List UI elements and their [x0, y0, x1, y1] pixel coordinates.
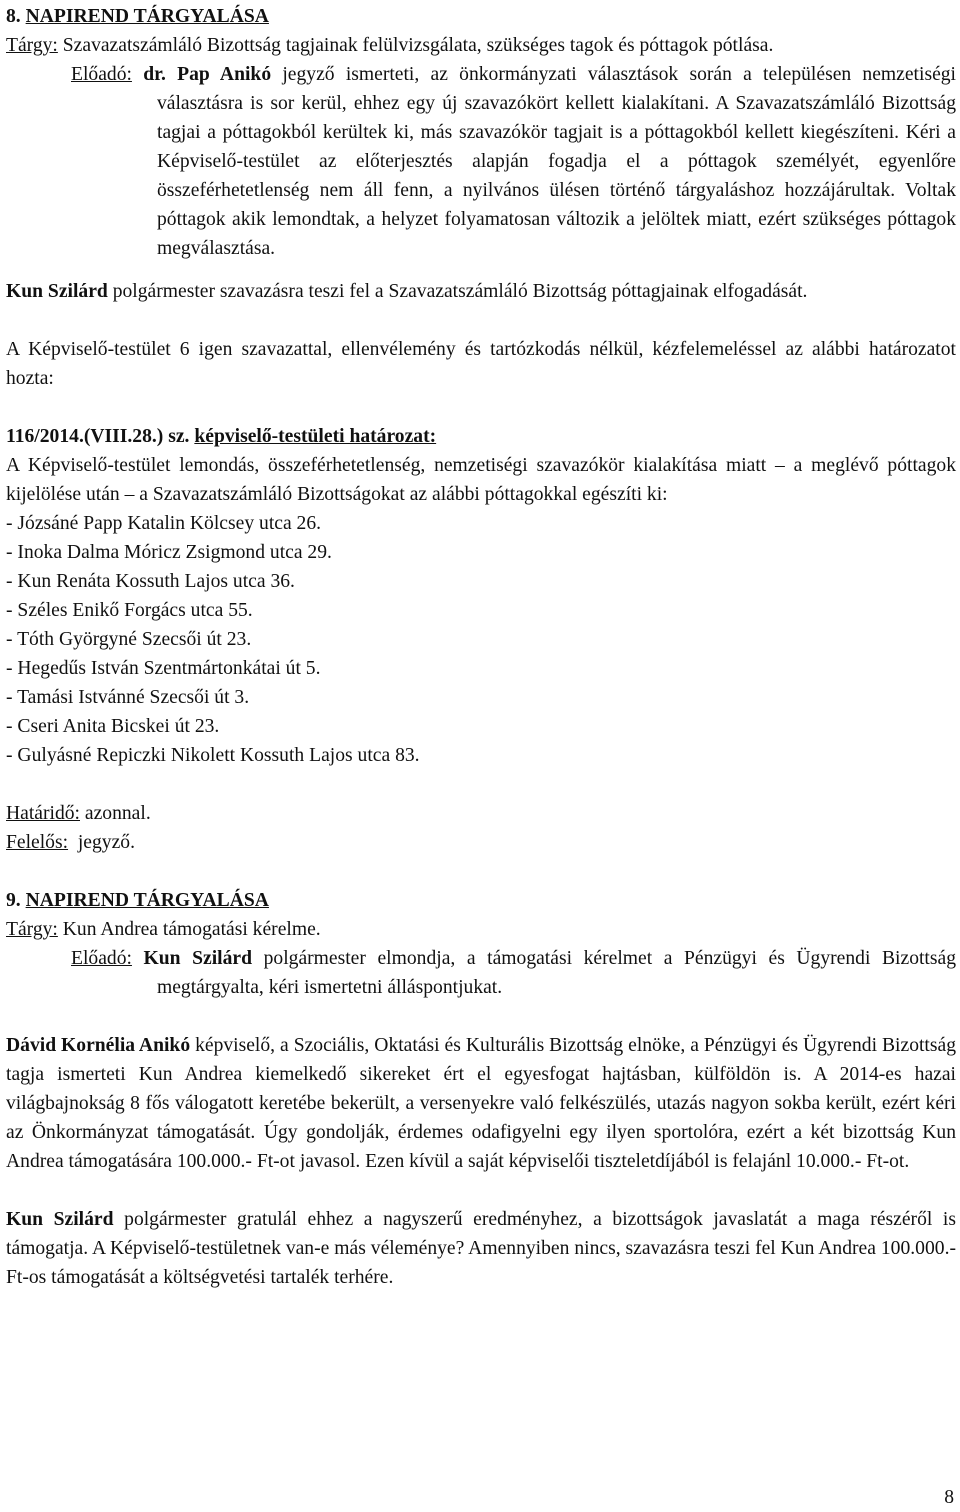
list-item: - Tamási Istvánné Szecsői út 3. [6, 687, 250, 708]
section-9-title: NAPIREND TÁRGYALÁSA [25, 890, 269, 911]
section-9-heading [6, 886, 956, 915]
page-number: 8 [944, 1487, 954, 1508]
vote-result-paragraph: A Képviselő-testület 6 igen szavazattal, ellenvélemény és tartózkodás nélkül, kézfelemeléssel az alábbi határozatot hozta: [6, 339, 956, 389]
resolution-title: képviselő-testületi határozat: [194, 426, 437, 447]
subject-text: Szavazatszámláló Bizottság tagjainak felülvizsgálata, szükséges tagok és póttagok pótlása. [57, 35, 774, 56]
list-item: - Gulyásné Repiczki Nikolett Kossuth Lajos utca 83. [6, 745, 420, 766]
presenter-text: jegyző ismerteti, az önkormányzati választások során a településen nemzetiségi választásra is sor kerül, ehhez egy új szavazókört kellett kialakítani. A Szavazatszámláló Bizottság tagjai a póttagokból kerültek ki, más szavazókör tagjait is a póttagokból kellett kiegészíteni. Kéri a Képviselő-testület az előterjesztés alapján fogadja el a póttagok személyét, egyenlőre összeférhetetlenség nem áll fenn, a nyilvános ülésen történő tárgyaláshoz hozzájárultak. Voltak póttagok akik lemondtak, a helyzet folyamatosan változik a jelöltek miatt, ezért szükséges póttagok megválasztása. [157, 64, 956, 259]
resolution-heading [6, 422, 956, 451]
presenter-name: dr. Pap Anikó [131, 64, 272, 85]
vote-call-paragraph [6, 277, 956, 306]
presenter-name: Kun Szilárd [131, 948, 253, 969]
list-item: - Inoka Dalma Móricz Zsigmond utca 29. [6, 542, 332, 563]
section-8-heading [6, 2, 956, 31]
list-item: - Kun Renáta Kossuth Lajos utca 36. [6, 571, 295, 592]
speaker-2-paragraph [6, 1205, 956, 1292]
deadline-line [6, 799, 956, 828]
members-list [6, 509, 956, 770]
list-item: - Széles Enikő Forgács utca 55. [6, 600, 253, 621]
responsible-line [6, 828, 956, 857]
section-8-title: NAPIREND TÁRGYALÁSA [25, 6, 269, 27]
speaker-1-text: képviselő, a Szociális, Oktatási és Kulturális Bizottság elnöke, a Pénzügyi és Ügyrendi Bizottság tagja ismerteti Kun Andrea kiemelkedő sikereket ért el egyesfogat hajtásban, külföldön is. A 2014-es hazai világbajnokság 8 fős válogatott keretébe bekerült, a versenyekre való felkészülés, utazás nagyon sokba került, ezért kéri az Önkormányzat támogatását. Úgy gondolják, érdemes odafigyelni egy ilyen sportolóra, ezért a két bizottság Kun Andrea támogatására 100.000.- Ft-ot javasol. Ezen kívül a saját képviselői tiszteletdíjából is felajánl 10.000.- Ft-ot. [6, 1035, 956, 1172]
speaker-2-name: Kun Szilárd [6, 1209, 114, 1230]
subject-label: Tárgy: [6, 919, 58, 940]
section-9-number: 9. [6, 890, 21, 911]
speaker-2-text: polgármester gratulál ehhez a nagyszerű eredményhez, a bizottságok javaslatát a maga részéről is támogatja. A Képviselő-testületnek van-e más véleménye? Amennyiben nincs, szavazásra teszi fel Kun Andrea 100.000.- Ft-os támogatását a költségvetési tartalék terhére. [6, 1209, 956, 1288]
list-item: - Cseri Anita Bicskei út 23. [6, 716, 220, 737]
vote-call-text: polgármester szavazásra teszi fel a Szavazatszámláló Bizottság póttagjainak elfogadását. [107, 281, 808, 302]
subject-text: Kun Andrea támogatási kérelme. [57, 919, 321, 940]
resolution-number: 116/2014.(VIII.28.) sz. [6, 426, 190, 447]
section-8-subject [6, 31, 956, 60]
section-8-number: 8. [6, 6, 21, 27]
presenter-text: polgármester elmondja, a támogatási kérelmet a Pénzügyi és Ügyrendi Bizottság megtárgyalta, kéri ismertetni álláspontjukat. [157, 948, 956, 998]
deadline-value: azonnal. [80, 803, 151, 824]
section-9-subject [6, 915, 956, 944]
deadline-label: Határidő: [6, 803, 80, 824]
subject-label: Tárgy: [6, 35, 58, 56]
list-item: - Tóth Györgyné Szecsői út 23. [6, 629, 252, 650]
section-8-presenter-paragraph [6, 60, 956, 263]
document-page [6, 2, 956, 1292]
list-item: - Józsáné Papp Katalin Kölcsey utca 26. [6, 513, 322, 534]
speaker-1-paragraph [6, 1031, 956, 1176]
presenter-label: Előadó: [71, 948, 132, 969]
list-item: - Hegedűs István Szentmártonkátai út 5. [6, 658, 321, 679]
section-9-presenter-paragraph [6, 944, 956, 1002]
responsible-label: Felelős: [6, 832, 69, 853]
resolution-text: A Képviselő-testület lemondás, összeférhetetlenség, nemzetiségi szavazókör kialakítása miatt – a meglévő póttagok kijelölése után – a Szavazatszámláló Bizottságokat az alábbi póttagokkal egészíti ki: [6, 455, 956, 505]
vote-call-name: Kun Szilárd [6, 281, 108, 302]
speaker-1-name: Dávid Kornélia Anikó [6, 1035, 191, 1056]
presenter-label: Előadó: [71, 64, 132, 85]
responsible-value: jegyző. [68, 832, 135, 853]
